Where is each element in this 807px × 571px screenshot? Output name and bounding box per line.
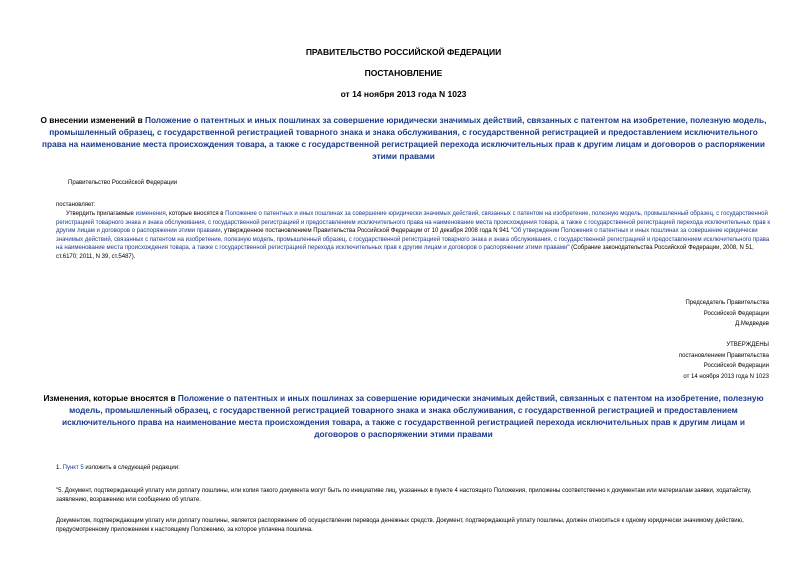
main-paragraph [56,210,770,262]
changes-link[interactable]: изменения [135,211,166,217]
document-title [40,114,767,162]
approval-block [679,340,769,382]
approval-line: УТВЕРЖДЕНЫ [726,342,769,348]
signature-line: Председатель Правительства [685,300,769,306]
item-1 [56,464,770,473]
resolution-941-link[interactable]: Об утверждении Положения о патентных и иных пошлинах за совершение юридически значимых действий, связанных с патентом на изобретение, полезную модель, промышленный образец, с государственной регистрацией товарного знака и знака обслуживания, с государственной регистрацией и предоставлением исключительного права на наименование места происхождения товара, а также с государственной регистрацией перехода исключительных прав к другим лицам и договоров о распоряжении этими правами [56,228,770,252]
changes-title-prefix: Изменения, которые вносятся в [43,393,178,403]
changes-title [40,392,767,440]
text: , утвержденное постановлением Правительства Российской Федерации от 10 декабря 2008 года N 941 " [220,228,514,235]
changes-title-link[interactable]: Положение о патентных и иных пошлинах за совершение юридически значимых действий, связанных с патентом на изобретение, полезную модель, промышленный образец, с государственной регистрацией товарного знака и знака обслуживания, с государственной регистрацией и предоставлением исключительного права на наименование места происхождения товара, а также с государственной регистрацией перехода исключительных прав к другим лицам и договоров о распоряжении этими правами [62,393,764,439]
quote-paragraph-2: Документом, подтверждающим уплату или доплату пошлины, является распоряжение об осуществлении перевода денежных средств. Документ, подтверждающий уплату пошлины, должен относиться к одному юридически значимому действию, предусмотренному приложением к настоящему Положению, за которое уплачена пошлина. [56,518,744,533]
quote-paragraph-1: "5. Документ, подтверждающий уплату или доплату пошлины, или копия такого документа могут быть по инициативе лиц, указанных в пункте 4 настоящего Положения, приложены соответственно к документам или материалам заявки, ходатайству, заявлению, возражению или сообщению об уплате. [56,488,752,503]
government-heading: ПРАВИТЕЛЬСТВО РОССИЙСКОЙ ФЕДЕРАЦИИ [305,47,502,57]
approval-line: Российской Федерации [703,363,769,370]
approval-line: от 14 ноября 2013 года N 1023 [683,373,769,380]
text: Утвердить прилагаемые [66,211,136,217]
signature-name: Д.Медведев [735,321,769,328]
clause-5-link[interactable]: Пункт 5 [62,465,84,471]
item-1-suffix: изложить в следующей редакции: [83,465,180,471]
regulation-link[interactable]: Положение о патентных и иных пошлинах за совершение юридически значимых действий, связанных с патентом на изобретение, полезную модель, промышленный образец, с государственной регистрацией товарного знака и знака обслуживания, с государственной регистрацией и предоставлением исключительного права на наименование места происхождения товара, а также с государственной регистрацией перехода исключительных прав к другим лицам и договоров о распоряжении этими правами [56,211,770,235]
approval-line: постановлением Правительства [678,352,769,359]
title-prefix: О внесении изменений в [40,115,145,125]
title-link[interactable]: Положение о патентных и иных пошлинах за совершение юридически значимых действий, связанных с патентом на изобретение, полезную модель, промышленный образец, с государственной регистрацией товарного знака и знака обслуживания, с государственной регистрацией и предоставлением исключительного права на наименование места происхождения товара, а также с государственной регистрацией перехода исключительных прав к другим лицам и договоров о распоряжении этими правами [42,115,767,161]
decides-label: постановляет: [56,202,96,208]
document-date: от 14 ноября 2013 года N 1023 [340,89,467,99]
government-subject: Правительство Российской Федерации [68,180,178,186]
text: " (Собрание законодательства Российской Федерации, 2008, N 51, ст.6170; 2011, N 39, ст.5487). [56,245,754,260]
signature-line: Российской Федерации [703,310,769,317]
text: , которые вносятся в [165,211,226,217]
document-type: ПОСТАНОВЛЕНИЕ [364,68,443,78]
item-1-prefix: 1. [56,465,63,471]
signature-block [685,298,769,330]
